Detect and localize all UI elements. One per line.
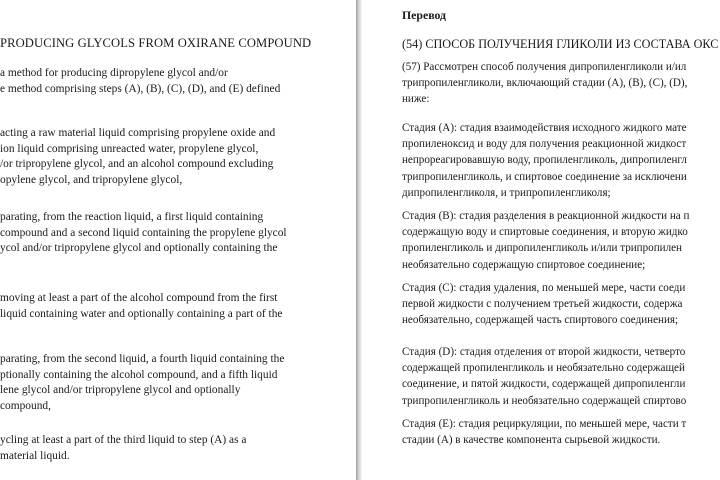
text-line: содержащую воду и спиртовые соединения, и вторую жидко <box>402 226 688 239</box>
stage-e-paragraph <box>402 416 686 448</box>
stage-c-paragraph <box>402 280 685 329</box>
text-line: ycol and/or tripropylene glycol and optionally containing the <box>0 242 278 254</box>
text-line: e method comprising steps (A), (B), (C), (D), and (E) defined <box>0 82 281 95</box>
step-b-paragraph <box>0 210 287 257</box>
text-line: compound and a second liquid containing the propylene glycol <box>0 226 287 239</box>
intro-paragraph <box>0 66 280 97</box>
text-line: parating, from the second liquid, a fourth liquid containing the <box>0 353 285 365</box>
text-line: трипропиленгликоль, и спиртовое соединение за исключени <box>402 170 687 183</box>
text-line: Стадия (A): стадия взаимодействия исходного жидкого мате <box>402 122 687 134</box>
text-line: пропиленоксид и воду для получения реакционной жидкост <box>402 138 687 151</box>
step-e-paragraph <box>0 433 246 464</box>
step-c-paragraph <box>0 291 282 322</box>
text-line: непрореагировавшую воду, пропиленгликоль, дипропиленгл <box>402 154 687 167</box>
stage-a-paragraph <box>402 120 687 201</box>
text-line: /or tripropylene glycol, and an alcohol compound excluding <box>0 158 274 170</box>
text-line: пропиленгликоль и дипропиленгликоль и/или трипропилен <box>402 242 682 255</box>
text-line: compound, <box>0 399 51 412</box>
text-line: Стадия (B): стадия разделения в реакционной жидкости на п <box>402 210 690 222</box>
text-line: Стадия (E): стадия рециркуляции, по меньшей мере, части т <box>402 418 687 430</box>
text-line: трипропиленгликоли, включающий стадии (A), (B), (C), (D), <box>402 77 688 90</box>
english-document-page <box>0 0 356 480</box>
text-line: ycling at least a part of the third liquid to step (A) as a <box>0 434 247 446</box>
text-line: parating, from the reaction liquid, a first liquid containing <box>0 211 264 223</box>
text-line: необязательно содержащую спиртовое соединение; <box>402 258 646 271</box>
text-line: Стадия (D): стадия отделения от второй жидкости, четверто <box>402 346 686 358</box>
document-title: PRODUCING GLYCOLS FROM OXIRANE COMPOUND <box>0 36 312 50</box>
russian-translation-page <box>362 0 720 480</box>
text-line: дипропиленгликоля, и трипропиленгликоля; <box>402 186 611 199</box>
text-line: стадии (A) в качестве компонента сырьевой жидкости. <box>402 434 661 447</box>
text-line: ion liquid comprising unreacted water, propylene glycol, <box>0 142 259 155</box>
step-a-paragraph <box>0 126 275 188</box>
stage-d-paragraph <box>402 344 686 409</box>
text-line: moving at least a part of the alcohol compound from the first <box>0 292 278 304</box>
text-line: ptionally containing the alcohol compound, and a fifth liquid <box>0 368 278 381</box>
text-line: ниже: <box>402 93 430 106</box>
text-line: a method for producing dipropylene glycol and/or <box>0 67 228 79</box>
stage-b-paragraph <box>402 208 689 273</box>
text-line: (57) Рассмотрен способ получения дипропиленгликоли и/ил <box>402 61 687 73</box>
text-line: Стадия (C): стадия удаления, по меньшей мере, части соеди <box>402 282 686 294</box>
text-line: acting a raw material liquid comprising propylene oxide and <box>0 127 276 139</box>
text-line: первой жидкости с получением третьей жидкости, содержа <box>402 298 683 311</box>
translation-title: (54) СПОСОБ ПОЛУЧЕНИЯ ГЛИКОЛИ ИЗ СОСТАВА ОКС <box>402 37 719 51</box>
step-d-paragraph <box>0 352 284 414</box>
text-line: необязательно, содержащей часть спиртового соединения; <box>402 314 679 327</box>
abstract-paragraph <box>402 59 687 108</box>
text-line: lene glycol and/or tripropylene glycol and optionally <box>0 384 241 396</box>
text-line: трипропиленгликоль и необязательно содержащей спиртово <box>402 394 687 407</box>
text-line: material liquid. <box>0 449 70 462</box>
text-line: содержащей пропиленгликоль и необязательно содержащей <box>402 362 685 375</box>
text-line: opylene glycol, and tripropylene glycol, <box>0 173 183 186</box>
translation-heading: Перевод <box>402 8 447 22</box>
text-line: соединение, и пятой жидкости, содержащей дипропиленгли <box>402 378 686 391</box>
text-line: liquid containing water and optionally containing a part of the <box>0 307 283 320</box>
